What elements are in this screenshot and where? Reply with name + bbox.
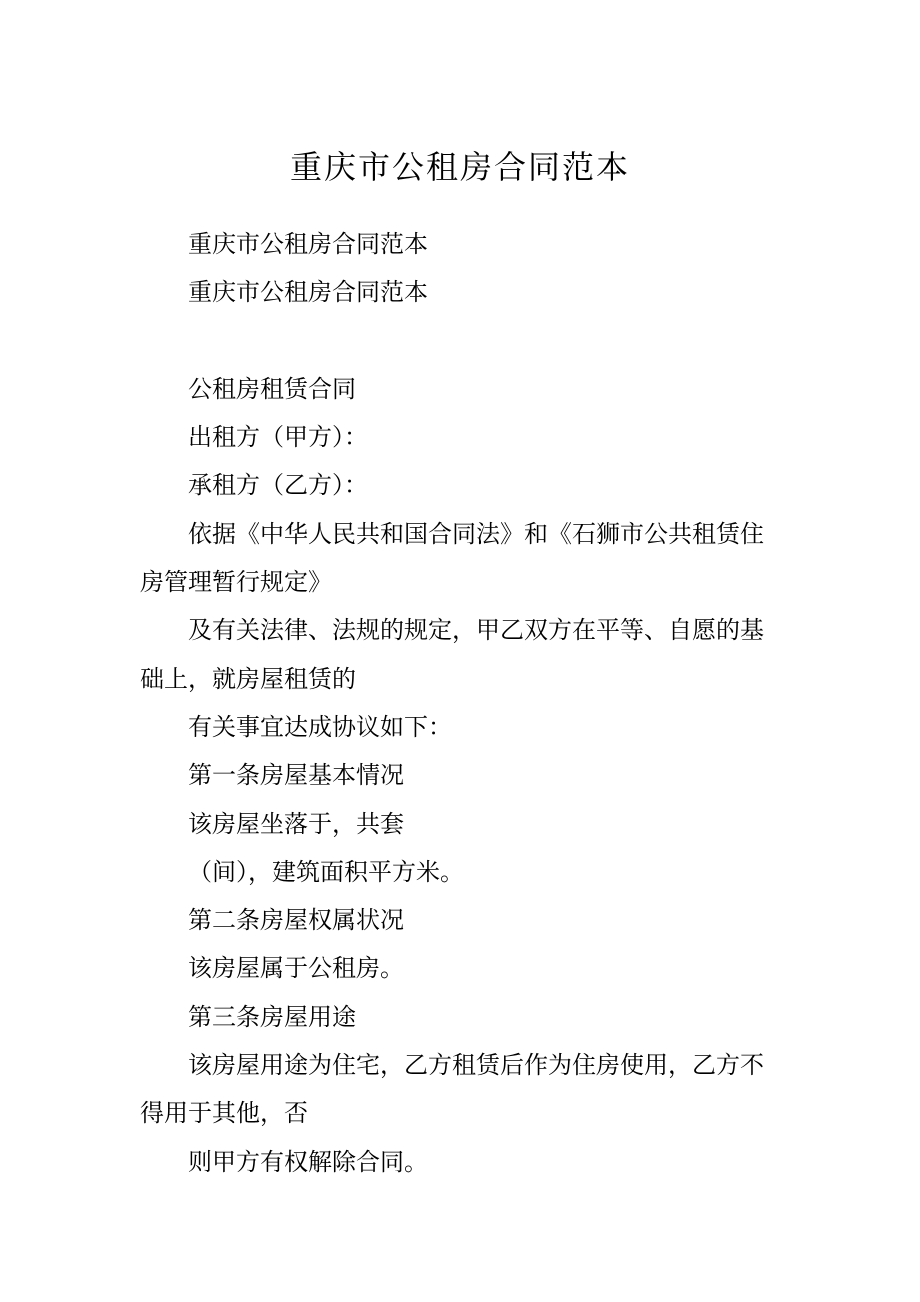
document-body [140, 220, 785, 1186]
paragraph-agreement: 有关事宜达成协议如下： [188, 712, 452, 741]
paragraph-article-1-location: 该房屋坐落于，共套 [188, 809, 404, 838]
paragraph-article-2-heading: 第二条房屋权属状况 [188, 906, 404, 935]
blank-line [140, 317, 785, 365]
paragraph-legal-basis: 依据《中华人民共和国合同法》和《石狮市公共租赁住房管理暂行规定》 [140, 519, 764, 597]
paragraph-article-2-body: 该房屋属于公租房。 [188, 954, 404, 983]
paragraph-subtitle-1: 重庆市公租房合同范本 [188, 230, 428, 258]
paragraph-laws-regulations: 及有关法律、法规的规定，甲乙双方在平等、自愿的基础上，就房屋租赁的 [140, 616, 764, 693]
paragraph-contract-heading: 公租房租赁合同 [188, 374, 356, 403]
paragraph-article-3-body: 该房屋用途为住宅，乙方租赁后作为住房使用，乙方不得用于其他，否 [140, 1051, 764, 1128]
paragraph-subtitle-2: 重庆市公租房合同范本 [188, 278, 428, 307]
paragraph-article-1-heading: 第一条房屋基本情况 [188, 761, 404, 790]
document-title: 重庆市公租房合同范本 [289, 148, 630, 186]
paragraph-article-1-area: （间），建筑面积平方米。 [188, 857, 464, 886]
paragraph-lessee: 承租方（乙方）： [188, 471, 368, 500]
paragraph-lessor: 出租方（甲方）： [188, 423, 368, 452]
paragraph-article-3-consequence: 则甲方有权解除合同。 [188, 1147, 428, 1176]
paragraph-article-3-heading: 第三条房屋用途 [188, 1002, 356, 1031]
